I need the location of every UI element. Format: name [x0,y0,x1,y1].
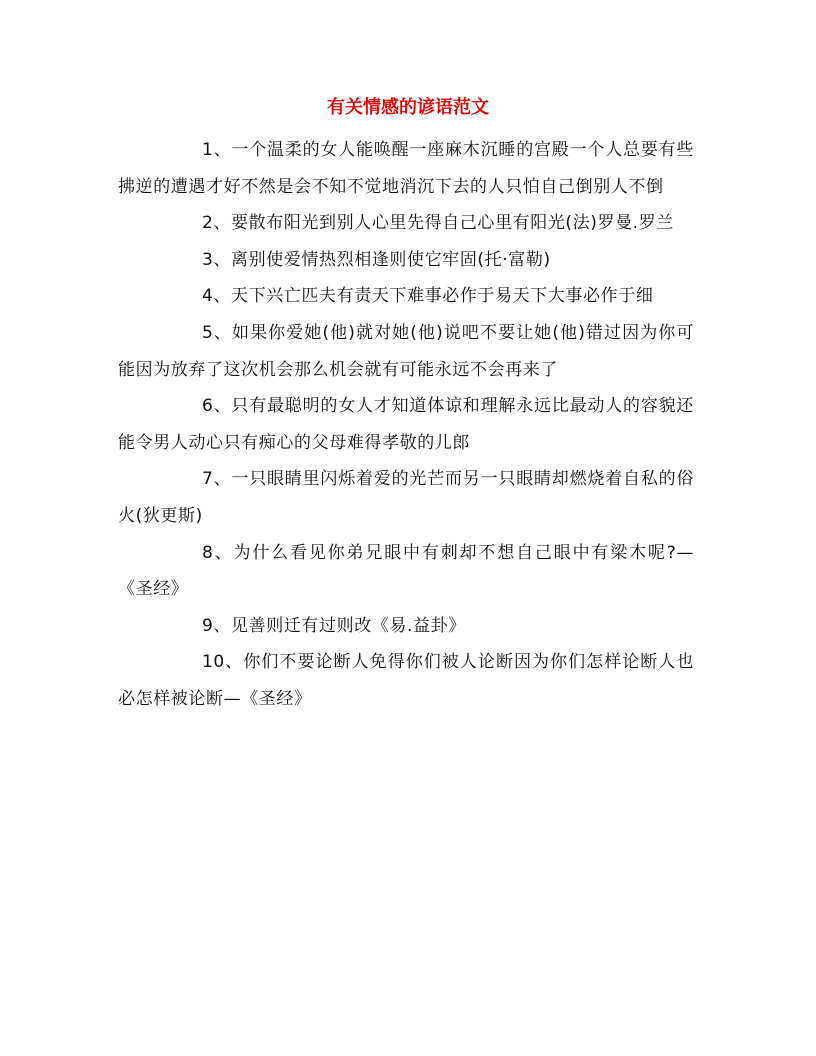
proverb-paragraph-3: 3、离别使爱情热烈相逢则使它牢固(托·富勒) [202,249,551,270]
document-title: 有关情感的谚语范文 [327,97,489,118]
proverb-paragraph-7: 7、一只眼睛里闪烁着爱的光芒而另一只眼睛却燃烧着自私的俗火(狄更斯) [118,469,694,526]
proverb-paragraph-6: 6、只有最聪明的女人才知道体谅和理解永远比最动人的容貌还能令男人动心只有痴心的父母难得孝敬的儿郎 [118,396,694,453]
proverb-paragraph-5: 5、如果你爱她(他)就对她(他)说吧不要让她(他)错过因为你可能因为放弃了这次机会那么机会就有可能永远不会再来了 [118,322,694,380]
proverb-paragraph-2: 2、要散布阳光到别人心里先得自己心里有阳光(法)罗曼.罗兰 [202,213,674,234]
proverb-paragraph-10: 10、你们不要论断人免得你们被人论断因为你们怎样论断人也必怎样被论断—《圣经》 [118,652,694,709]
proverb-paragraph-8: 8、为什么看见你弟兄眼中有刺却不想自己眼中有梁木呢?—《圣经》 [118,542,694,600]
proverb-paragraph-9: 9、见善则迁有过则改《易.益卦》 [202,615,466,636]
document-body [118,132,694,718]
proverb-paragraph-4: 4、天下兴亡匹夫有责天下难事必作于易天下大事必作于细 [202,286,654,307]
proverb-paragraph-1: 1、一个温柔的女人能唤醒一座麻木沉睡的宫殿一个人总要有些拂逆的遭遇才好不然是会不知不觉地消沉下去的人只怕自己倒别人不倒 [118,140,694,197]
